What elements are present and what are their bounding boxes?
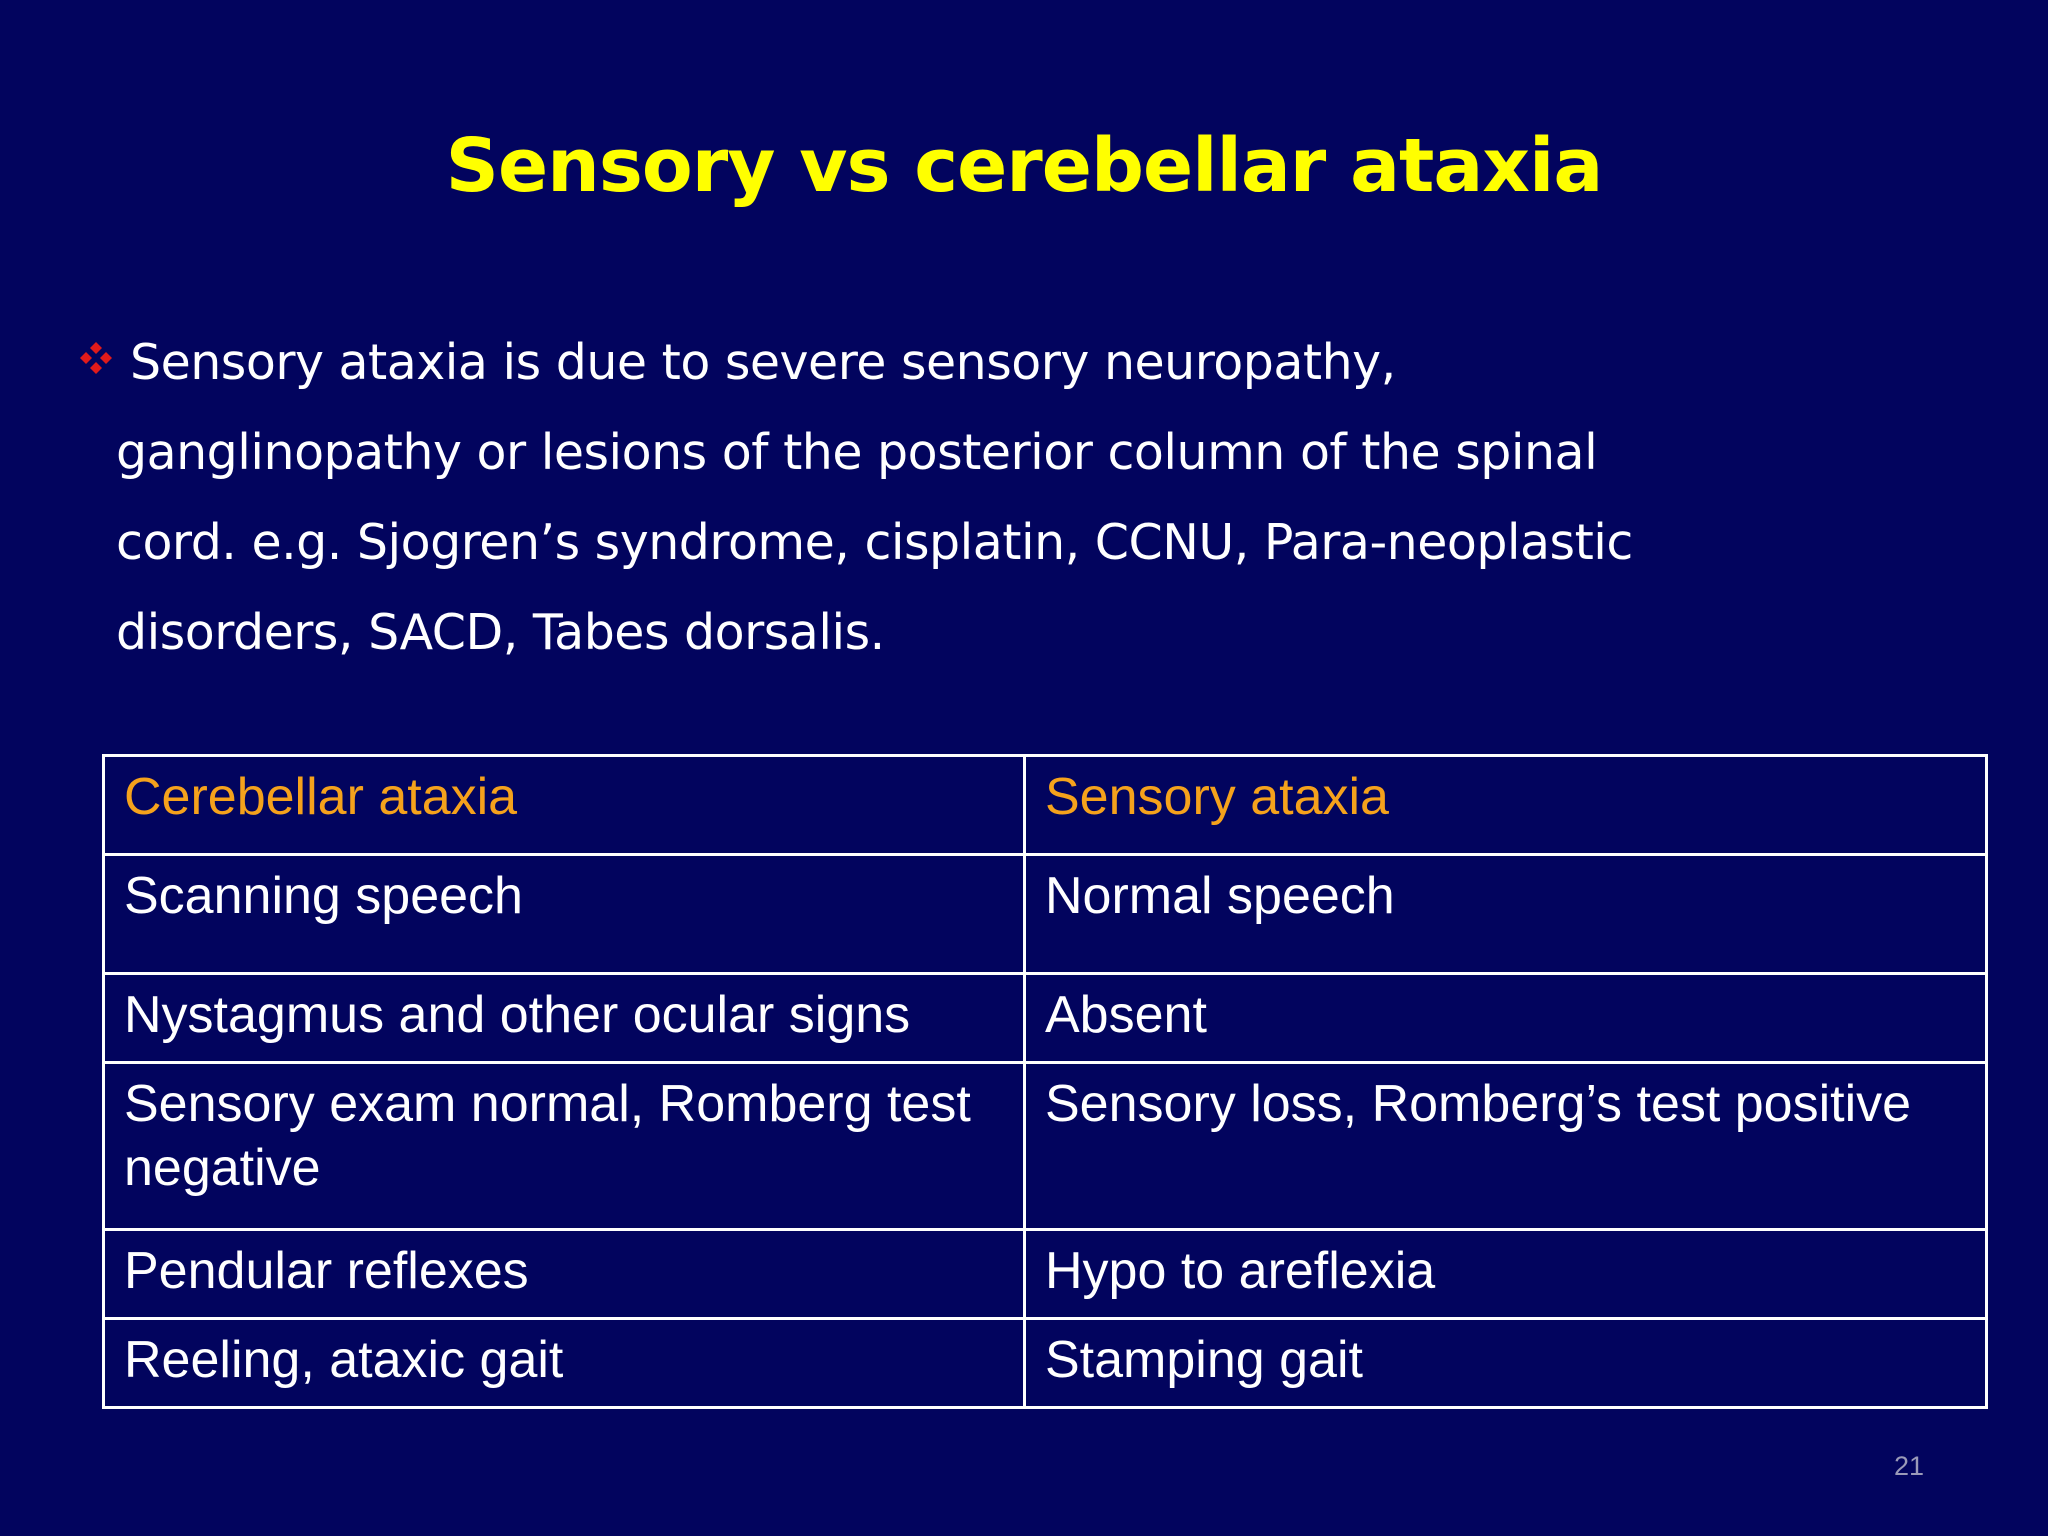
red-diamond-bullet-icon [78, 340, 114, 376]
bullet-item [72, 318, 1832, 678]
comparison-table [102, 754, 1988, 1409]
bullet-line: ganglinopathy or lesions of the posterior column of the spinal [116, 424, 1598, 481]
page-number: 21 [1893, 1451, 1924, 1481]
table-cell: Hypo to areflexia [1025, 1230, 1987, 1319]
table-cell: Scanning speech [104, 855, 1025, 974]
bullet-block [72, 318, 1832, 678]
bullet-line: Sensory ataxia is due to severe sensory neuropathy, [130, 334, 1396, 391]
table-row [104, 1230, 1987, 1319]
table-cell: Normal speech [1025, 855, 1987, 974]
table-row [104, 1063, 1987, 1230]
table-cell: Stamping gait [1025, 1319, 1987, 1408]
table-cell: Nystagmus and other ocular signs [104, 974, 1025, 1063]
table-row [104, 1319, 1987, 1408]
bullet-line: cord. e.g. Sjogren’s syndrome, cisplatin, CCNU, Para-neoplastic [116, 514, 1633, 571]
table-header-cell: Cerebellar ataxia [104, 756, 1025, 855]
table-cell: Sensory exam normal, Romberg test negative [104, 1063, 1025, 1230]
table-header-cell: Sensory ataxia [1025, 756, 1987, 855]
slide-title: Sensory vs cerebellar ataxia [445, 123, 1603, 209]
bullet-text [116, 318, 1832, 678]
table-row [104, 974, 1987, 1063]
table-cell: Pendular reflexes [104, 1230, 1025, 1319]
bullet-line: disorders, SACD, Tabes dorsalis. [116, 604, 885, 661]
table-cell: Reeling, ataxic gait [104, 1319, 1025, 1408]
table-cell: Absent [1025, 974, 1987, 1063]
table-header-row [104, 756, 1987, 855]
table-cell: Sensory loss, Romberg’s test positive [1025, 1063, 1987, 1230]
table-row [104, 855, 1987, 974]
